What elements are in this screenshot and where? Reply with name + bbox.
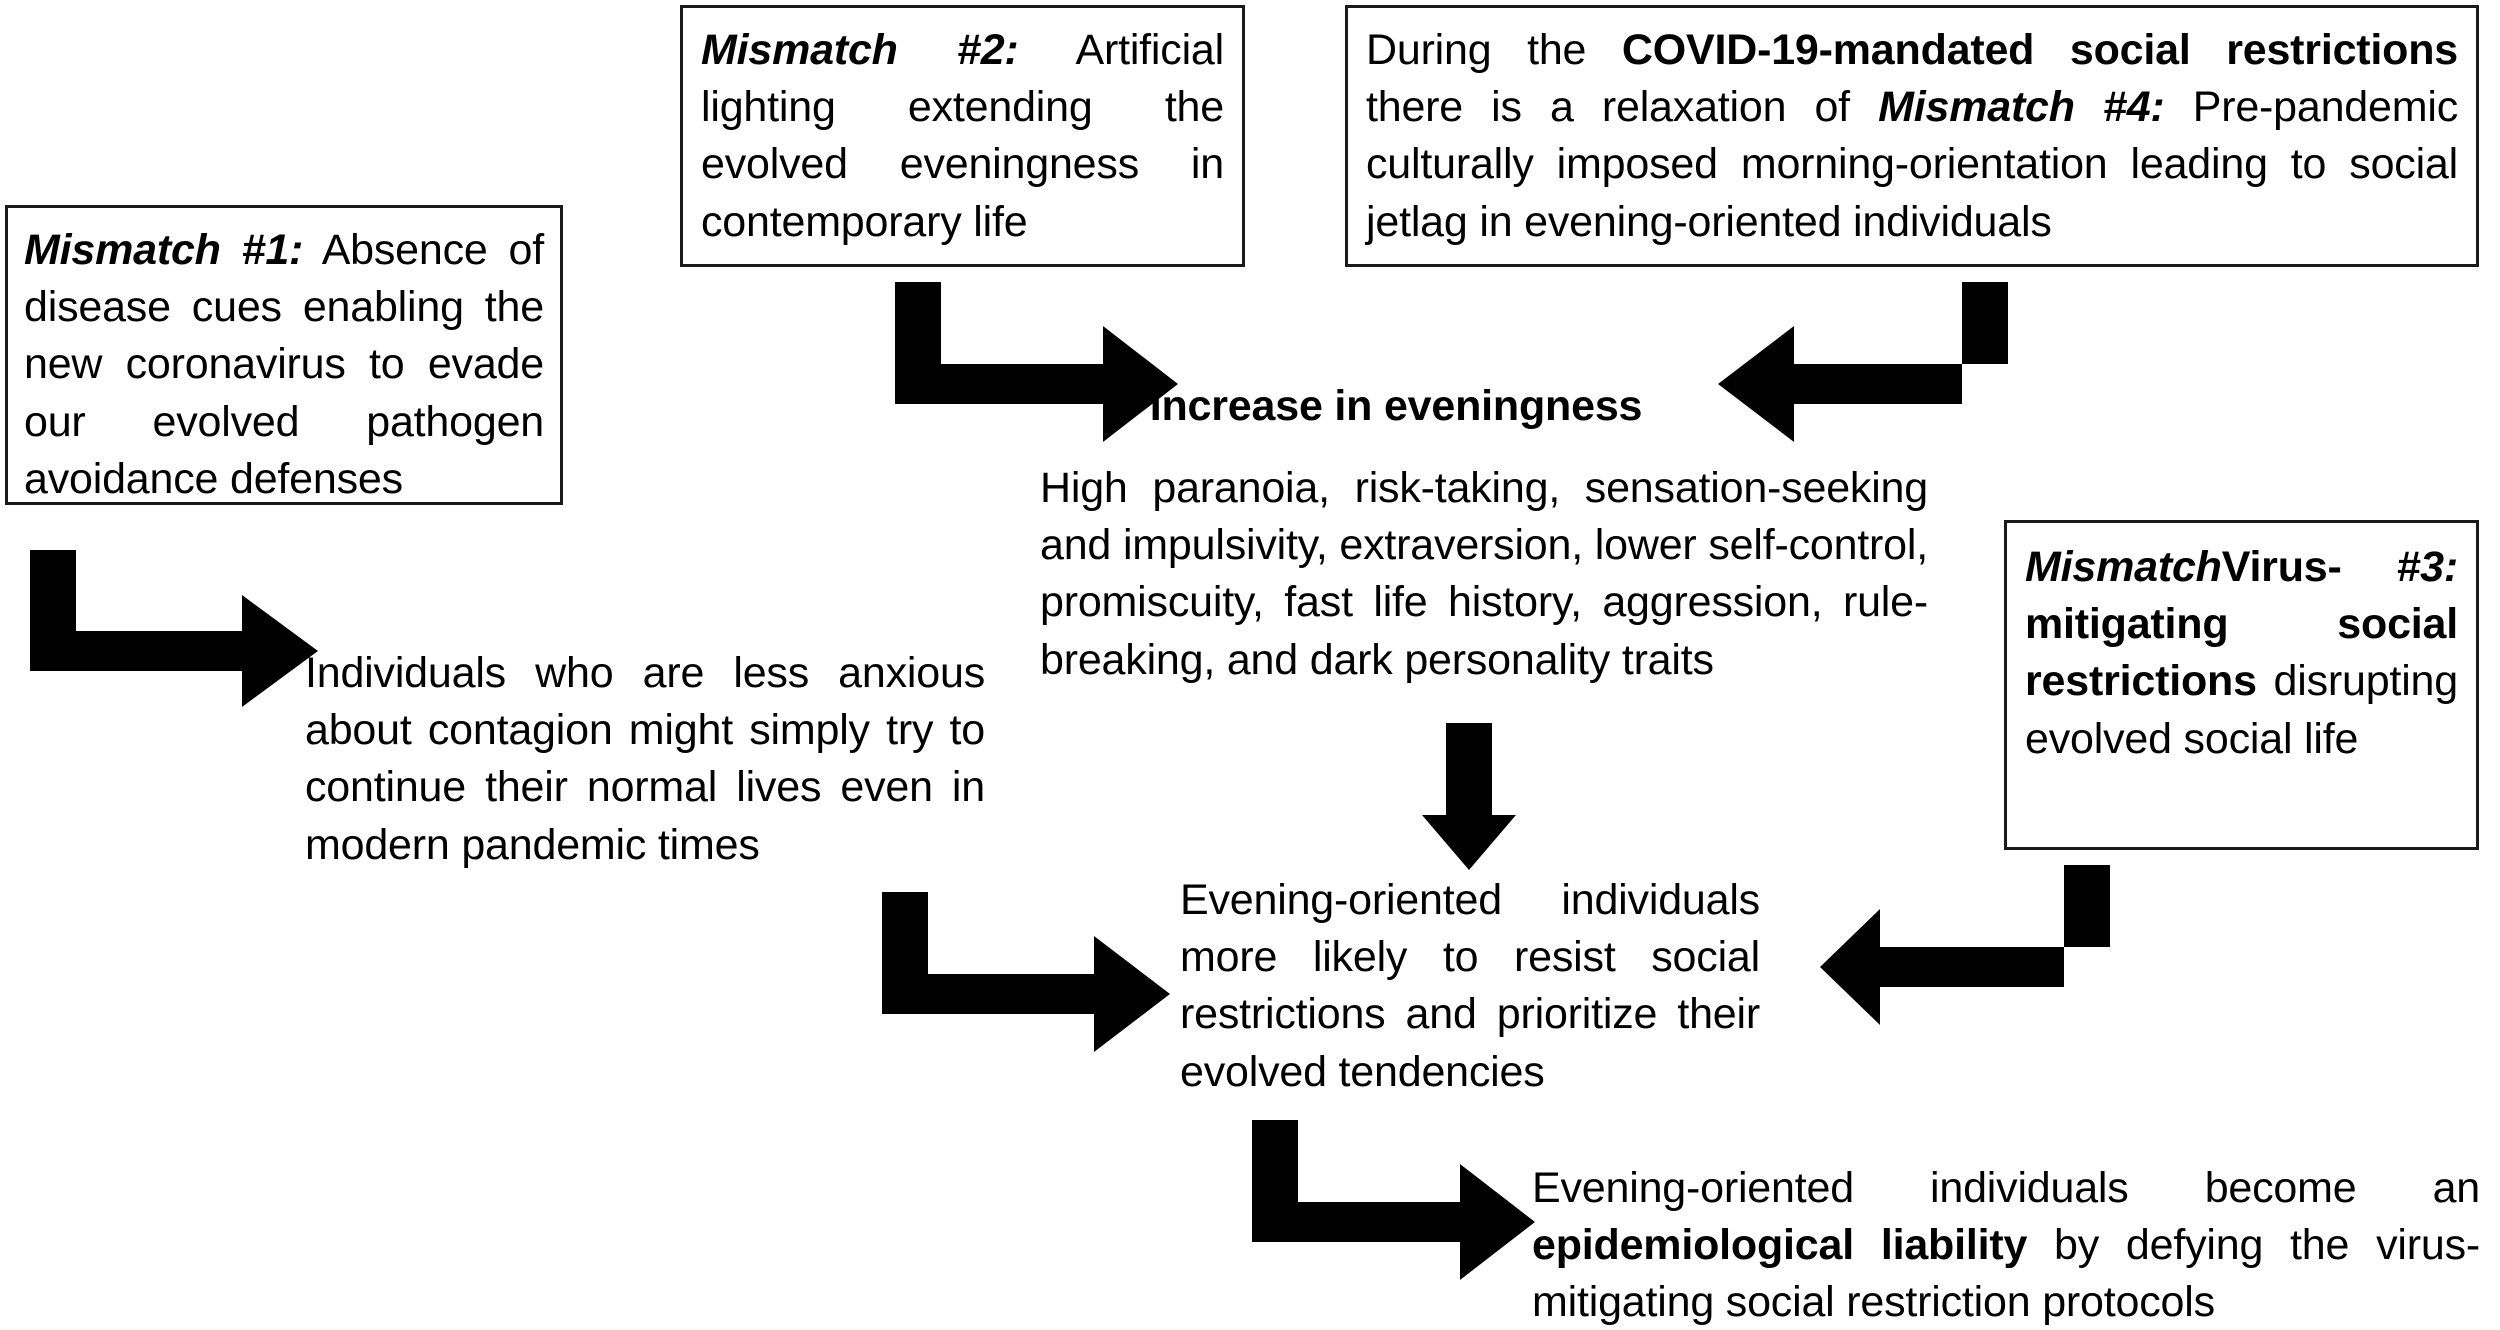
mismatch-3-body: disrupting evolved social life [2025, 657, 2458, 763]
mismatch-4-body: Pre-pandemic culturally imposed morning-orientation leading to social jetlag in evening-oriented individuals [1366, 83, 2459, 246]
mismatch-4-label: Mismatch #4: [1878, 83, 2165, 132]
epi-liability-lead: Evening-oriented individuals become an [1532, 1164, 2480, 1212]
mismatch-3-label: Mismatch [2025, 543, 2222, 591]
node-less-anxious-text: Individuals who are less anxious about contagion might simply try to continue their normal lives even in modern pandemic times [305, 649, 985, 869]
mismatch-2-body: Artificial lighting extending the evolved eveningness in contemporary life [701, 26, 1224, 246]
increase-eveningness-heading-text: Increase in eveningness [1149, 382, 1643, 430]
arrow-mismatch2-to-eveningness [895, 282, 1180, 447]
node-resist-restrictions [1180, 872, 1760, 1101]
mismatch-1-body: Absence of disease cues enabling the new coronavirus to evade our evolved pathogen avoidance defenses [24, 226, 544, 503]
box-mismatch-2 [680, 5, 1245, 267]
arrow-covid-to-eveningness [1718, 282, 2008, 447]
node-epidemiological-liability [1532, 1160, 2480, 1330]
box-covid-restrictions [1345, 5, 2479, 267]
epi-liability-tail: by defying the virus-mitigating social restriction protocols [1532, 1221, 2480, 1327]
covid-mid-text: there is a relaxation of [1366, 83, 1879, 132]
arrow-mismatch3-to-resist [1820, 865, 2110, 1030]
box-mismatch-3 [2004, 520, 2479, 850]
node-resist-restrictions-text: Evening-oriented individuals more likely to resist social restrictions and prioritize their evolved tendencies [1180, 876, 1760, 1096]
mismatch-3-label-number: #3: [2396, 543, 2458, 591]
node-less-anxious [305, 645, 985, 874]
arrow-resist-to-liability [1252, 1120, 1537, 1285]
box-mismatch-1 [5, 205, 563, 505]
mismatch-2-label: Mismatch #2: [701, 26, 1019, 74]
increase-eveningness-body-text: High paranoia, risk-taking, sensation-seeking and impulsivity, extraversion, lower self-control, promiscuity, fast life history, aggression, rule-breaking, and dark personality traits [1040, 464, 1928, 684]
node-increase-eveningness-body [1040, 460, 1928, 689]
covid-lead-text: During the [1366, 26, 1622, 74]
arrow-less-anxious-to-resist [882, 892, 1172, 1057]
epi-liability-bold: epidemiological liability [1532, 1221, 2028, 1270]
arrow-eveningness-to-resist [1422, 723, 1516, 871]
mismatch-3-bold-body: Virus-mitigating social restrictions [2025, 543, 2458, 706]
arrow-mismatch1-to-less-anxious [30, 550, 320, 710]
covid-bold-text: COVID-19-mandated social restrictions [1621, 26, 2458, 74]
mismatch-1-label: Mismatch #1: [24, 226, 304, 274]
